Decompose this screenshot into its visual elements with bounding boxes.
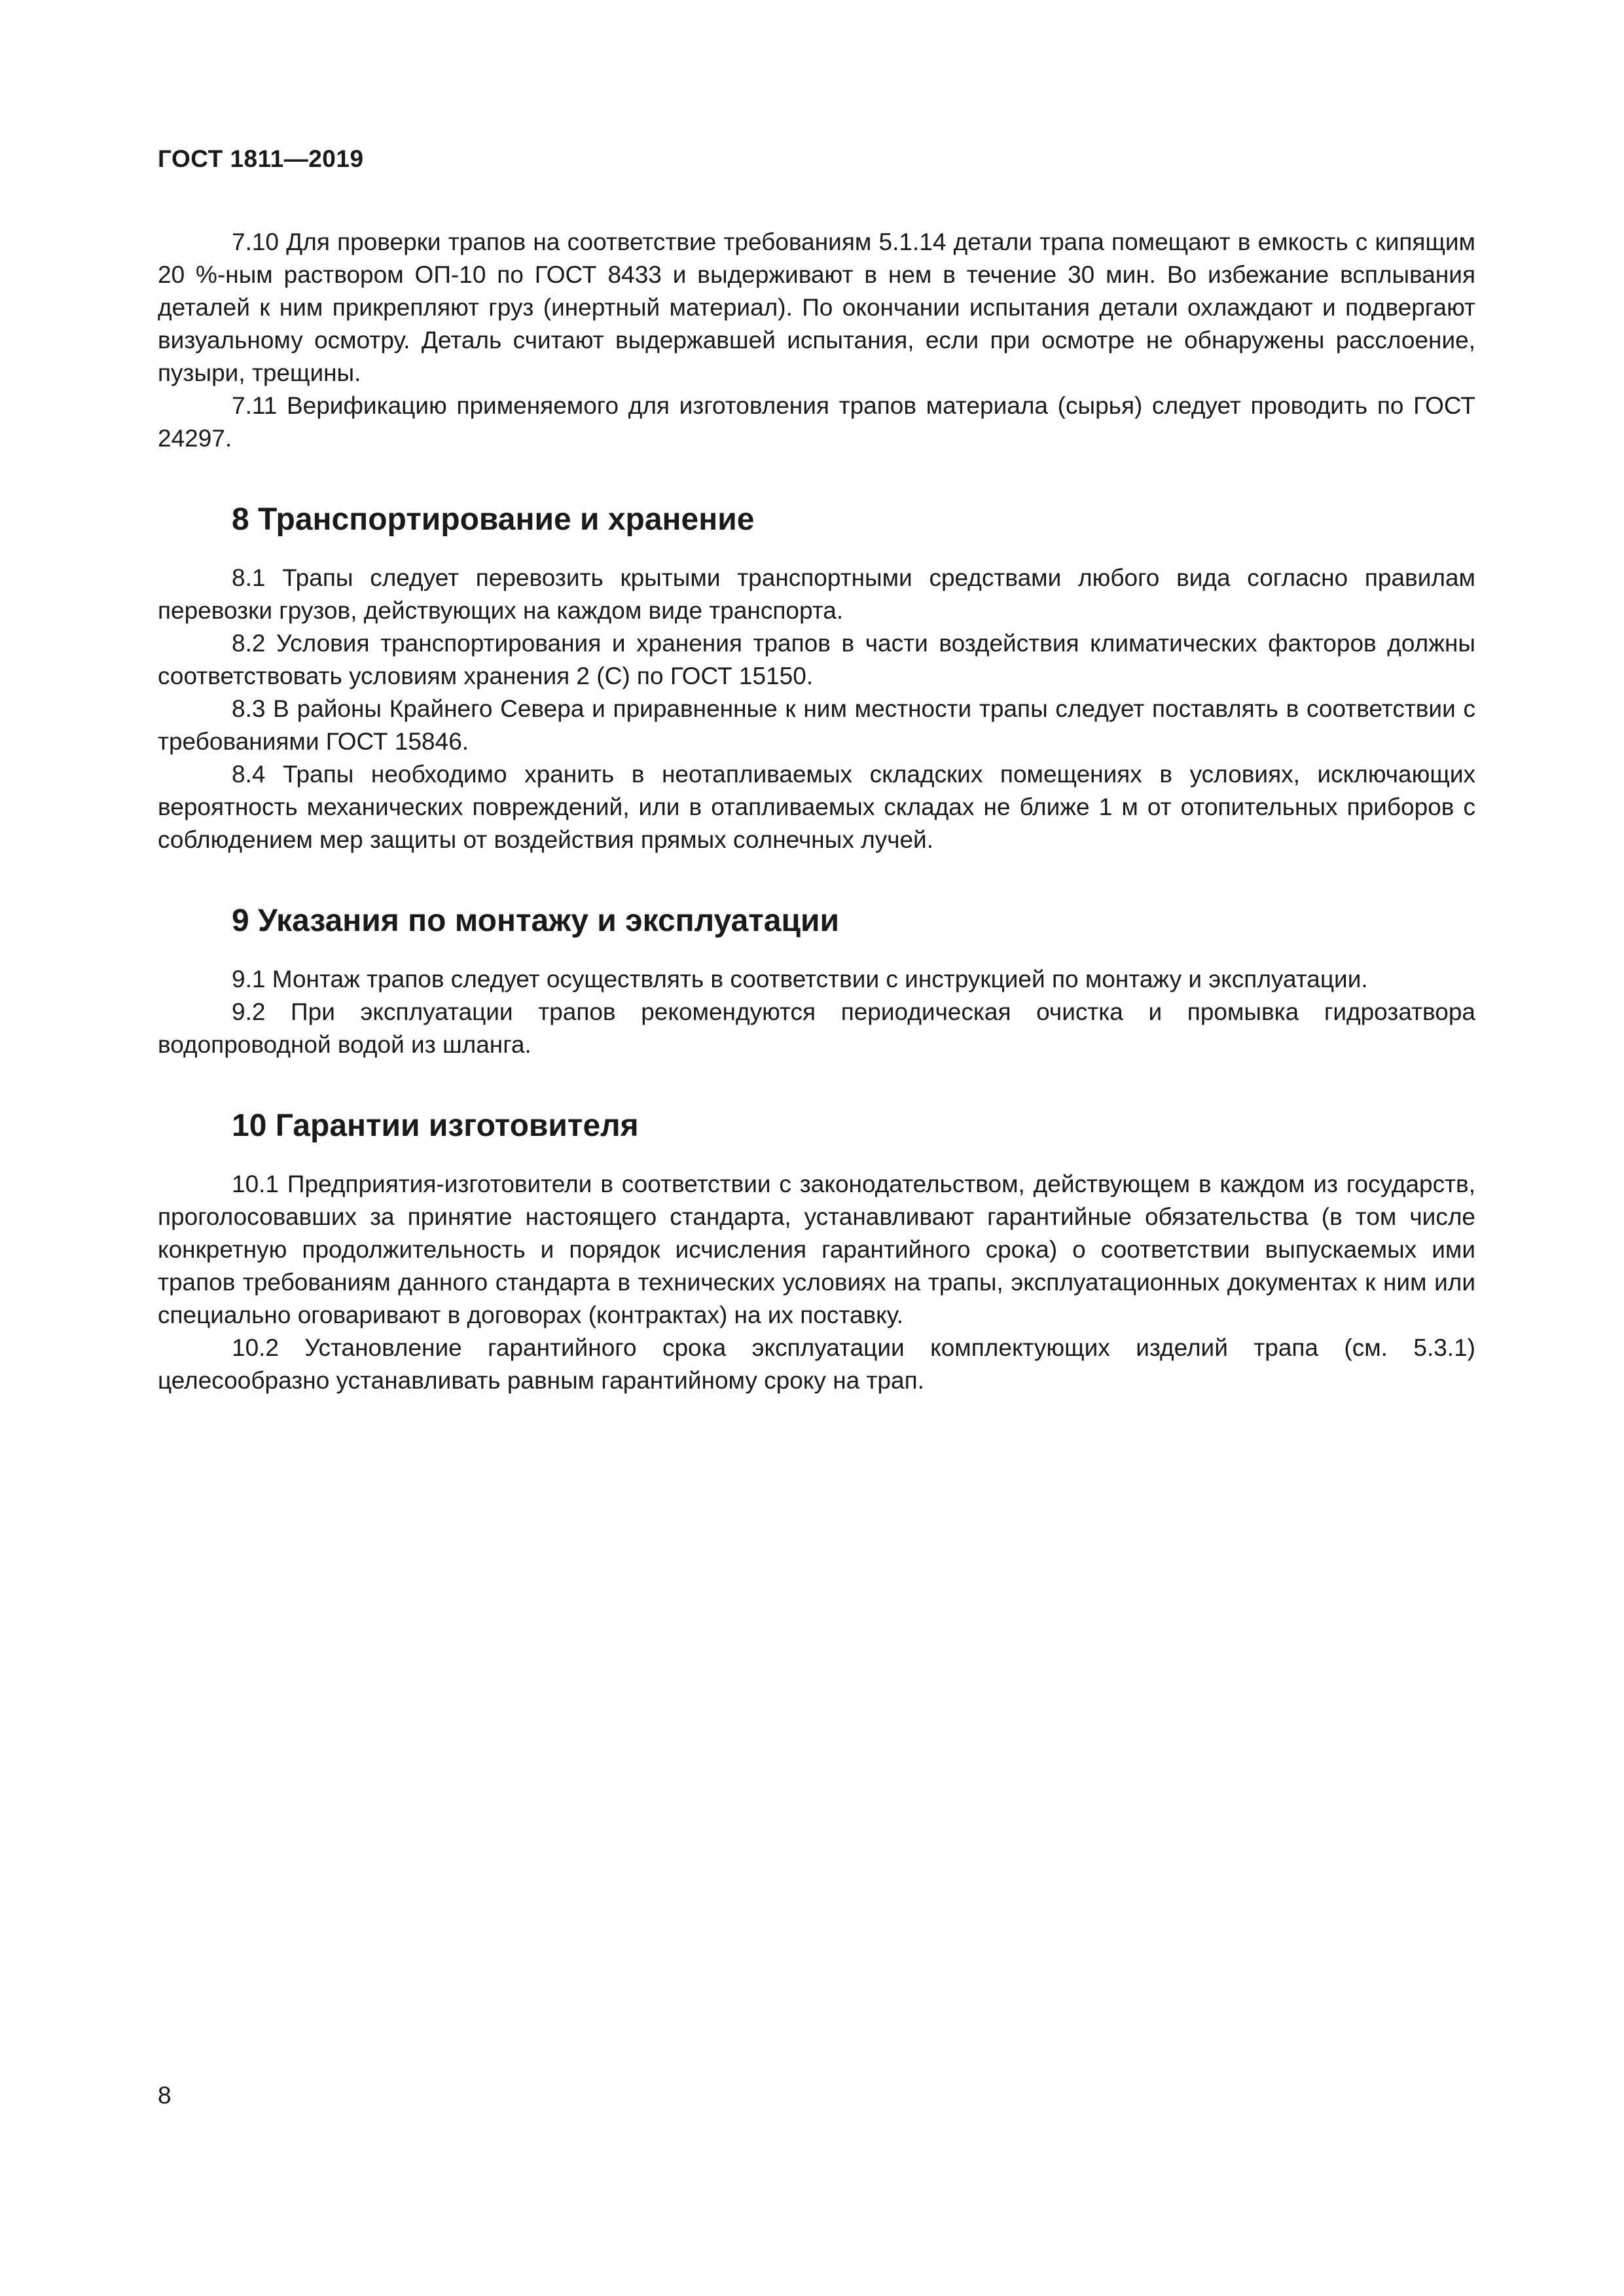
section-title-9: 9 Указания по монтажу и эксплуатации [232, 903, 840, 938]
paragraph-10-1: 10.1 Предприятия-изготовители в соответствии с законодательством, действующем в каждом из государств, проголосовавших за принятие настоящего стандарта, устанавливают гарантийные обязательства (в том числе конкретную продолжительность и порядок исчисления гарантийного срока) о соответствии выпускаемых ими трапов требованиям данного стандарта в технических условиях на трапы, эксплуатационных документах к ним или специально оговаривают в договорах (контрактах) на их поставку. [158, 1171, 1475, 1328]
paragraph-9-2: 9.2 При эксплуатации трапов рекомендуются периодическая очистка и промывка гидрозатвора водопроводной водой из шланга. [158, 998, 1475, 1058]
section-title-10: 10 Гарантии изготовителя [232, 1108, 639, 1143]
document-body [158, 226, 1475, 1397]
paragraph-7-10: 7.10 Для проверки трапов на соответствие требованиям 5.1.14 детали трапа помещают в емкость с кипящим 20 %-ным раствором ОП-10 по ГОСТ 8433 и выдерживают в нем в течение 30 мин. Во избежание всплывания деталей к ним прикрепляют груз (инертный материал). По окончании испытания детали охлаждают и подвергают визуальному осмотру. Деталь считают выдержавшей испытания, если при осмотре не обнаружены расслоение, пузыри, трещины. [158, 228, 1475, 386]
paragraph-8-2: 8.2 Условия транспортирования и хранения трапов в части воздействия климатических факторов должны соответствовать условиям хранения 2 (С) по ГОСТ 15150. [158, 630, 1475, 689]
paragraph-9-1: 9.1 Монтаж трапов следует осуществлять в соответствии с инструкцией по монтажу и эксплуатации. [232, 966, 1368, 993]
paragraph-7-11: 7.11 Верификацию применяемого для изготовления трапов материала (сырья) следует проводить по ГОСТ 24297. [158, 392, 1475, 452]
page-number: 8 [158, 2082, 171, 2109]
paragraph-8-1: 8.1 Трапы следует перевозить крытыми транспортными средствами любого вида согласно правилам перевозки грузов, действующих на каждом виде транспорта. [158, 564, 1475, 624]
paragraph-8-3: 8.3 В районы Крайнего Севера и приравненные к ним местности трапы следует поставлять в соответствии с требованиями ГОСТ 15846. [158, 695, 1475, 755]
section-title-8: 8 Транспортирование и хранение [232, 502, 755, 537]
paragraph-8-4: 8.4 Трапы необходимо хранить в неотапливаемых складских помещениях в условиях, исключающих вероятность механических повреждений, или в отапливаемых складах не ближе 1 м от отопительных приборов с соблюдением мер защиты от воздействия прямых солнечных лучей. [158, 761, 1475, 853]
paragraph-10-2: 10.2 Установление гарантийного срока эксплуатации комплектующих изделий трапа (см. 5.3.1) целесообразно устанавливать равным гарантийному сроку на трап. [158, 1334, 1475, 1394]
document-header: ГОСТ 1811—2019 [158, 145, 364, 172]
